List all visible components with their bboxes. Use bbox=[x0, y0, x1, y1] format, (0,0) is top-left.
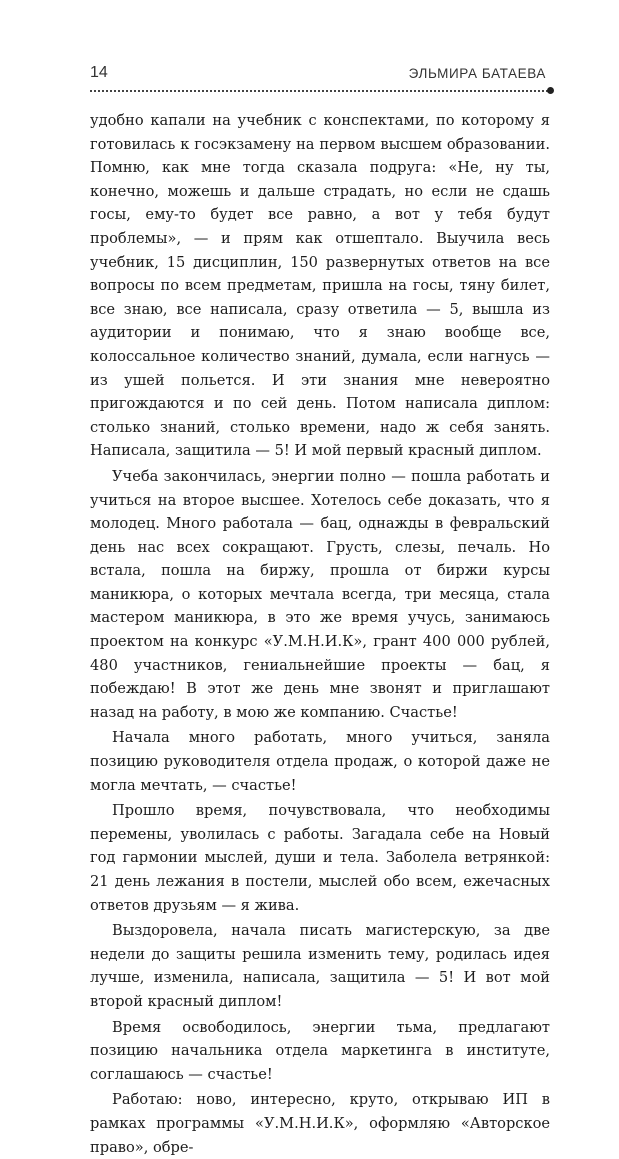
body-text bbox=[90, 109, 550, 1159]
paragraph-6: Время освободилось, энергии тьма, предлагают позицию начальника отдела маркетинга в институте, соглашаюсь — счастье! bbox=[90, 1018, 550, 1083]
dotted-divider bbox=[90, 90, 548, 92]
paragraph-1: удобно капали на учебник с конспектами, по которому я готовилась к госэкзамену на первом высшем образовании. Помню, как мне тогда сказала подруга: «Не, ну ты, конечно, можешь и дальше страдать, но если не сдашь госы, ему-то будет все равно, а вот у тебя будут проблемы», — и прям как отшептало. Выучила весь учебник, 15 дисциплин, 150 развернутых ответов на все вопросы по всем предметам, пришла на госы, тяну билет, все знаю, все написала, сразу ответила — 5, вышла из аудитории и понимаю, что я знаю вообще все, колоссальное количество знаний, думала, если нагнусь — из ушей польется. И эти знания мне невероятно пригождаются и по сей день. Потом написала диплом: столько знаний, столько времени, надо ж себя занять. Написала, защитила — 5! И мой первый красный диплом. bbox=[90, 112, 550, 460]
paragraph-5: Выздоровела, начала писать магистерскую, за две недели до защиты решила изменить тему, родилась идея лучше, изменила, написала, защитила — 5! И вот мой второй красный диплом! bbox=[90, 922, 550, 1010]
divider-end-dot bbox=[547, 87, 554, 94]
paragraph-7: Работаю: ново, интересно, круто, открываю ИП в рамках программы «У.М.Н.И.К», оформляю «Авторское право», обре- bbox=[90, 1091, 550, 1156]
running-header bbox=[90, 62, 552, 84]
page-number: 14 bbox=[90, 64, 108, 81]
paragraph-3: Начала много работать, много учиться, заняла позицию руководителя отдела продаж, о которой даже не могла мечтать, — счастье! bbox=[90, 729, 550, 794]
paragraph-2: Учеба закончилась, энергии полно — пошла работать и учиться на второе высшее. Хотелось себе доказать, что я молодец. Много работала — бац, однажды в февральский день нас всех сокращают. Грусть, слезы, печаль. Но встала, пошла на биржу, прошла от биржи курсы маникюра, о которых мечтала всегда, три месяца, стала мастером маникюра, в это же время учусь, занимаюсь проектом на конкурс «У.М.Н.И.К», грант 400 000 рублей, 480 участников, гениальнейшие проекты — бац, я побеждаю! В этот же день мне звонят и приглашают назад на работу, в мою же компанию. Счастье! bbox=[90, 467, 550, 721]
author-name: ЭЛЬМИРА БАТАЕВА bbox=[408, 66, 546, 81]
paragraph-4: Прошло время, почувствовала, что необходимы перемены, уволилась с работы. Загадала себе на Новый год гармонии мыслей, души и тела. Заболела ветрянкой: 21 день лежания в постели, мыслей обо всем, ежечасных ответов друзьям — я жива. bbox=[90, 802, 550, 914]
